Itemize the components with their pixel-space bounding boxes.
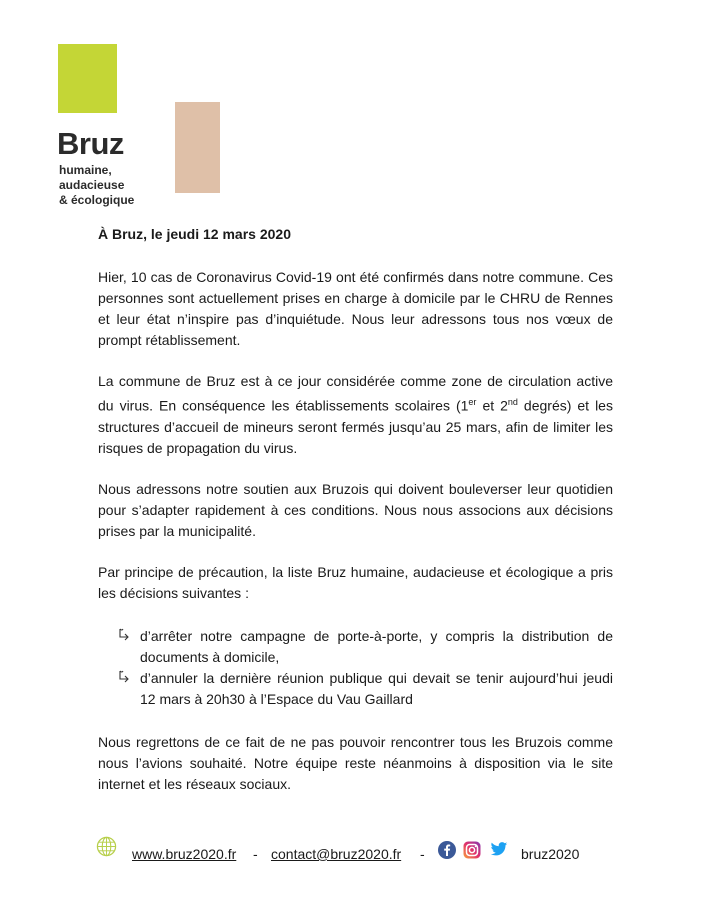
instagram-icon[interactable]	[463, 841, 481, 859]
paragraph-support: Nous adressons notre soutien aux Bruzois qui doivent bouleverser leur quotidien pour s’adapter rapidement à ces conditions. Nous nous associons aux décisions prises par la municipalité.	[98, 480, 613, 539]
list-item	[118, 668, 613, 710]
schools-text-b: et 2	[476, 397, 508, 414]
website-link[interactable]: www.bruz2020.fr	[132, 846, 237, 862]
twitter-icon[interactable]	[490, 842, 508, 857]
decision-text: d’annuler la dernière réunion publique qui devait se tenir aujourd’hui jeudi 12 mars à 20h30 à l’Espace du Vau Gaillard	[140, 669, 613, 707]
paragraph-precaution: Par principe de précaution, la liste Bruz humaine, audacieuse et écologique a pris les décisions suivantes :	[98, 563, 613, 601]
footer-separator: -	[420, 846, 425, 862]
footer	[0, 835, 701, 865]
hook-arrow-icon	[118, 628, 130, 642]
logo-tagline	[59, 163, 179, 208]
paragraph-schools	[98, 371, 613, 459]
decision-text: d’arrêter notre campagne de porte-à-porte, y compris la distribution de documents à domicile,	[140, 627, 613, 665]
logo-tagline-line-1: humaine, audacieuse	[59, 163, 125, 192]
logo-green-block	[58, 44, 117, 113]
globe-icon	[96, 836, 117, 857]
decision-list	[118, 626, 613, 710]
hook-arrow-icon	[118, 670, 130, 684]
schools-text-a: La commune de Bruz est à ce jour considérée comme zone de circulation active du virus. En conséquence les établissements scolaires (1	[98, 373, 613, 414]
paragraph-cases: Hier, 10 cas de Coronavirus Covid-19 ont été confirmés dans notre commune. Ces personnes sont actuellement prises en charge à domicile par le CHRU de Rennes et leur état n’inspire pas d’inquiétude. Nous leur adressons tous nos vœux de prompt rétablissement.	[98, 269, 613, 348]
logo-tagline-line-2: & écologique	[59, 193, 135, 207]
facebook-icon[interactable]	[438, 841, 456, 859]
paragraph-regret: Nous regrettons de ce fait de ne pas pouvoir rencontrer tous les Bruzois comme nous l’avions souhaité. Notre équipe reste néanmoins à disposition via le site internet et les réseaux sociaux.	[98, 733, 613, 792]
email-link[interactable]: contact@bruz2020.fr	[271, 846, 402, 862]
logo-name: Bruz	[57, 126, 124, 161]
sup-first: er	[468, 397, 477, 407]
sup-second: nd	[507, 397, 518, 407]
letter-date: À Bruz, le jeudi 12 mars 2020	[98, 226, 291, 242]
logo-tan-block	[175, 102, 220, 193]
list-item	[118, 626, 613, 668]
footer-separator: -	[253, 846, 258, 862]
schools-text-c: degrés) et les structures d’accueil de mineurs seront fermés jusqu’au 25 mars, afin de limiter les risques de propagation du virus.	[98, 397, 613, 456]
social-handle: bruz2020	[521, 846, 580, 862]
letter-body	[98, 224, 613, 795]
